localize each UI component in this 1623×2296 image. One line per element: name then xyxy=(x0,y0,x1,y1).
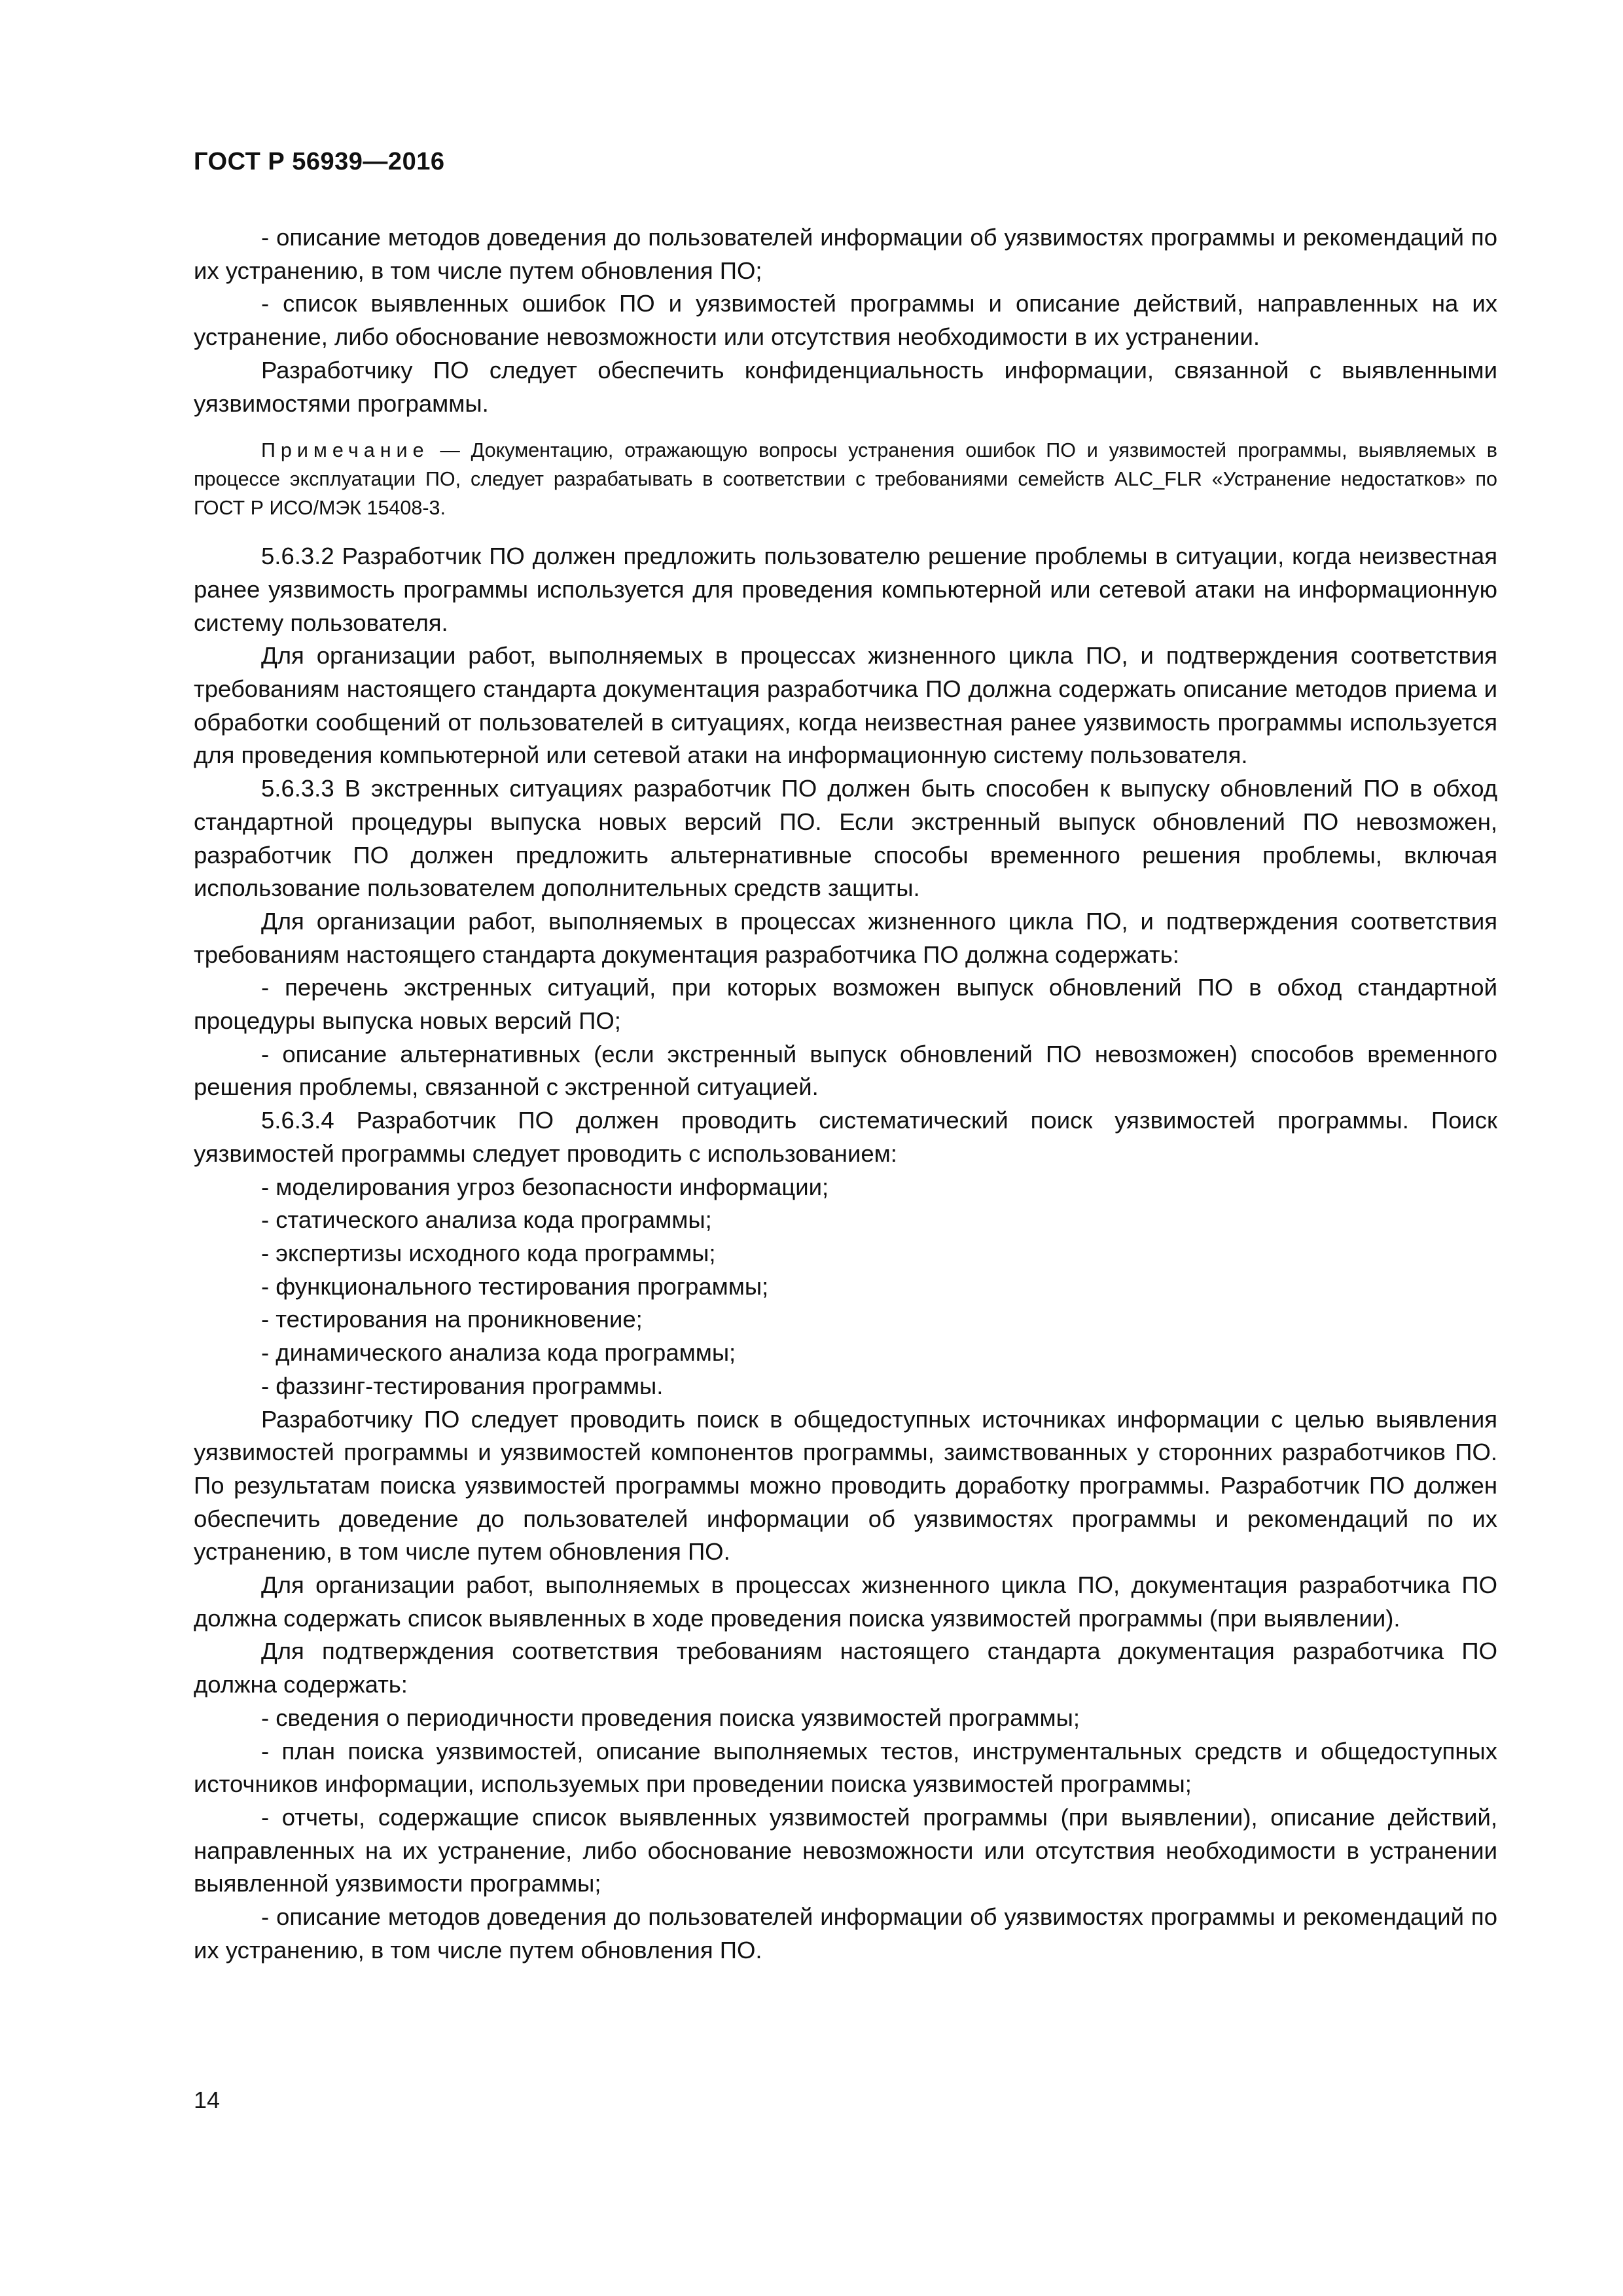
paragraph-list-item: - план поиска уязвимостей, описание выполняемых тестов, инструментальных средств и общедоступных источников информации, используемых при проведении поиска уязвимостей программы; xyxy=(194,1737,1497,1798)
paragraph: Разработчику ПО следует обеспечить конфиденциальность информации, связанной с выявленными уязвимостями программы. xyxy=(194,356,1497,417)
paragraph: Для организации работ, выполняемых в процессах жизненного цикла ПО, и подтверждения соответствия требованиям настоящего стандарта документация разработчика ПО должна содержать описание методов приема и обработки сообщений от пользователей в ситуациях, когда неизвестная ранее уязвимость программы используется для проведения компьютерной или сетевой атаки на информационную систему пользователя. xyxy=(194,642,1497,769)
paragraph-list-item: - экспертизы исходного кода программы; xyxy=(261,1239,716,1266)
note-paragraph xyxy=(194,436,1497,522)
paragraph-list-item: - функционального тестирования программы; xyxy=(261,1272,769,1300)
standard-code-header: ГОСТ Р 56939—2016 xyxy=(194,148,445,175)
paragraph-list-item: - статического анализа кода программы; xyxy=(261,1206,712,1234)
paragraph: Для организации работ, выполняемых в процессах жизненного цикла ПО, документация разработчика ПО должна содержать список выявленных в ходе проведения поиска уязвимостей программы (при выявлении). xyxy=(194,1571,1497,1632)
paragraph-list-item: - тестирования на проникновение; xyxy=(261,1306,643,1333)
paragraph-list-item: - описание альтернативных (если экстренный выпуск обновлений ПО невозможен) способов временного решения проблемы, связанной с экстренной ситуацией. xyxy=(194,1040,1497,1101)
document-body xyxy=(194,221,1497,1967)
paragraph: Разработчику ПО следует проводить поиск в общедоступных источниках информации с целью выявления уязвимостей программы и уязвимостей компонентов программы, заимствованных у сторонних разработчиков ПО. По результатам поиска уязвимостей программы можно проводить доработку программы. Разработчик ПО должен обеспечить доведение до пользователей информации об уязвимостях программы и рекомендаций по их устранению, в том числе путем обновления ПО. xyxy=(194,1405,1497,1566)
paragraph-list-item: - отчеты, содержащие список выявленных уязвимостей программы (при выявлении), описание действий, направленных на их устранение, либо обоснование невозможности или отсутствия необходимости в устранении выявленной уязвимости программы; xyxy=(194,1803,1497,1897)
paragraph-list-item: - моделирования угроз безопасности информации; xyxy=(261,1173,829,1200)
paragraph-list-item: - список выявленных ошибок ПО и уязвимостей программы и описание действий, направленных на их устранение, либо обоснование невозможности или отсутствия необходимости в их устранении. xyxy=(194,290,1497,351)
clause-5-6-3-3: 5.6.3.3 В экстренных ситуациях разработчик ПО должен быть способен к выпуску обновлений ПО в обход стандартной процедуры выпуска новых версий ПО. Если экстренный выпуск обновлений ПО невозможен, разработчик ПО должен предложить альтернативные способы временного решения проблемы, включая использование пользователем дополнительных средств защиты. xyxy=(194,775,1497,902)
page-number: 14 xyxy=(194,2087,221,2113)
paragraph-list-item: - перечень экстренных ситуаций, при которых возможен выпуск обновлений ПО в обход стандартной процедуры выпуска новых версий ПО; xyxy=(194,974,1497,1035)
paragraph: Для организации работ, выполняемых в процессах жизненного цикла ПО, и подтверждения соответствия требованиям настоящего стандарта документация разработчика ПО должна содержать: xyxy=(194,907,1497,968)
paragraph-list-item: - описание методов доведения до пользователей информации об уязвимостях программы и рекомендаций по их устранению, в том числе путем обновления ПО; xyxy=(194,224,1497,284)
paragraph-list-item: - описание методов доведения до пользователей информации об уязвимостях программы и рекомендаций по их устранению, в том числе путем обновления ПО. xyxy=(194,1903,1497,1964)
paragraph-list-item: - динамического анализа кода программы; xyxy=(261,1339,736,1367)
paragraph-list-item: - сведения о периодичности проведения поиска уязвимостей программы; xyxy=(261,1704,1080,1731)
paragraph: Для подтверждения соответствия требованиям настоящего стандарта документация разработчика ПО должна содержать: xyxy=(194,1638,1497,1698)
clause-5-6-3-2: 5.6.3.2 Разработчик ПО должен предложить пользователю решение проблемы в ситуации, когда неизвестная ранее уязвимость программы используется для проведения компьютерной или сетевой атаки на информационную систему пользователя. xyxy=(194,543,1497,636)
note-label: Примечание xyxy=(261,439,429,462)
paragraph-list-item: - фаззинг-тестирования программы. xyxy=(261,1372,664,1399)
clause-5-6-3-4: 5.6.3.4 Разработчик ПО должен проводить систематический поиск уязвимостей программы. Поиск уязвимостей программы следует проводить с использованием: xyxy=(194,1107,1497,1167)
note-text: — Документацию, отражающую вопросы устранения ошибок ПО и уязвимостей программы, выявляемых в процессе эксплуатации ПО, следует разрабатывать в соответствии с требованиями семейств ALC_FLR «Устранение недостатков» по ГОСТ Р ИСО/МЭК 15408-3. xyxy=(194,439,1497,520)
